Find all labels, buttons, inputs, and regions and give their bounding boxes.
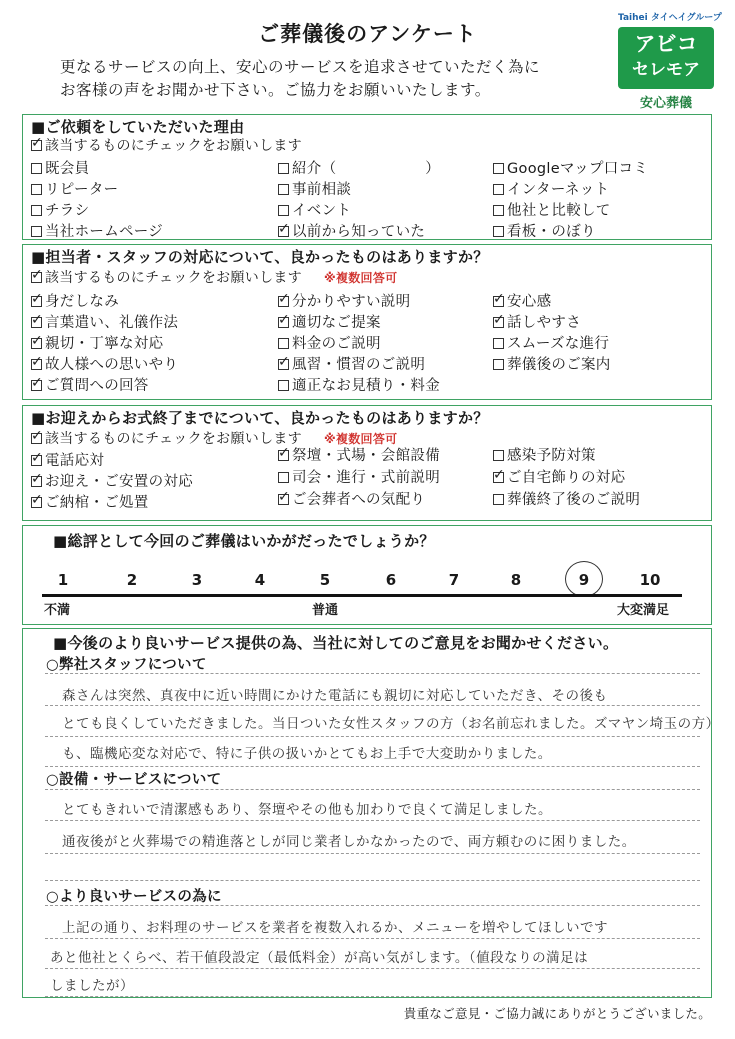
option-item[interactable]: リピーター	[31, 178, 118, 199]
facility-feedback-heading: ○設備・サービスについて	[46, 772, 222, 788]
checkbox[interactable]	[493, 359, 504, 370]
option-item[interactable]: ✓ ご自宅飾りの対応	[493, 466, 625, 487]
section3-instruction: ✓該当するものにチェックをお願いします ※複数回答可	[31, 428, 397, 448]
option-item[interactable]: ✓ 風習・慣習のご説明	[278, 353, 425, 374]
writing-line	[45, 853, 700, 854]
writing-line	[45, 736, 700, 737]
option-item[interactable]: ✓身だしなみ	[31, 290, 119, 311]
checkbox[interactable]	[493, 338, 504, 349]
scale-low-label: 不満	[44, 603, 71, 618]
logo-line-1: アビコ	[634, 32, 698, 56]
option-item[interactable]: 看板・のぼり	[493, 220, 596, 241]
rating-option-6[interactable]: 6	[385, 571, 397, 589]
option-item[interactable]: ✓言葉遣い、礼儀作法	[31, 311, 178, 332]
checkbox-icon	[31, 433, 42, 444]
checkbox-checked[interactable]	[278, 296, 289, 307]
option-item[interactable]: 感染予防対策	[493, 444, 596, 465]
option-item[interactable]: ✓ 安心感	[493, 290, 551, 311]
checkbox-checked[interactable]	[31, 338, 42, 349]
scale-high-label: 大変満足	[617, 603, 670, 618]
section1-heading: ■ご依頼をしていただいた理由	[31, 118, 245, 136]
rating-option-7[interactable]: 7	[448, 571, 460, 589]
writing-line	[45, 905, 700, 906]
improvement-comment-line: しましたが）	[50, 978, 134, 994]
checkbox-checked[interactable]	[31, 380, 42, 391]
checkbox[interactable]	[278, 380, 289, 391]
option-item[interactable]: ✓ ご会葬者への気配り	[278, 488, 425, 509]
improvement-heading: ○より良いサービスの為に	[46, 889, 222, 905]
checkbox[interactable]	[493, 450, 504, 461]
staff-feedback-heading: ○弊社スタッフについて	[46, 657, 207, 673]
writing-line	[45, 880, 700, 881]
checkbox-checked[interactable]	[31, 497, 42, 508]
option-item[interactable]: ✓ 祭壇・式場・会館設備	[278, 444, 440, 465]
option-item[interactable]: ✓ 分かりやすい説明	[278, 290, 410, 311]
rating-option-2[interactable]: 2	[126, 571, 138, 589]
checkbox-checked[interactable]	[31, 455, 42, 466]
section2-instruction: ✓該当するものにチェックをお願いします ※複数回答可	[31, 267, 397, 287]
checkbox[interactable]	[493, 205, 504, 216]
checkbox[interactable]	[31, 163, 42, 174]
logo-subtitle: 安心葬儀	[639, 96, 692, 111]
option-item[interactable]: スムーズな進行	[493, 332, 609, 353]
checkbox[interactable]	[31, 184, 42, 195]
option-item[interactable]: 当社ホームページ	[31, 220, 163, 241]
section-staff-response	[22, 244, 712, 400]
option-item[interactable]: 事前相談	[278, 178, 351, 199]
checkbox[interactable]	[493, 494, 504, 505]
checkbox[interactable]	[31, 205, 42, 216]
option-item[interactable]: ✓親切・丁寧な対応	[31, 332, 163, 353]
staff-comment-line: 森さんは突然、真夜中に近い時間にかけた電話にも親切に対応していただき、その後も	[62, 688, 608, 704]
section-ceremony	[22, 405, 712, 521]
writing-line	[45, 673, 700, 674]
scale-mid-label: 普通	[312, 603, 339, 618]
option-item[interactable]: ✓ 話しやすさ	[493, 311, 581, 332]
checkbox-checked[interactable]	[278, 226, 289, 237]
option-item[interactable]: ✓故人様への思いやり	[31, 353, 178, 374]
staff-comment-line: とても良くしていただきました。当日ついた女性スタッフの方（お名前忘れました。ズマヤン埼玉の方）	[62, 716, 720, 732]
section4-heading: ■総評として今回のご葬儀はいかがだったでしょうか？	[53, 532, 435, 550]
checkbox[interactable]	[31, 226, 42, 237]
section3-heading: ■お迎えからお式終了までについて、良かったものはありますか？	[31, 409, 489, 427]
rating-option-9[interactable]: 9	[578, 571, 590, 589]
section2-heading: ■担当者・スタッフの対応について、良かったものはありますか？	[31, 248, 489, 266]
option-item[interactable]: 葬儀終了後のご説明	[493, 488, 640, 509]
rating-option-3[interactable]: 3	[191, 571, 203, 589]
writing-line	[45, 766, 700, 767]
writing-line	[45, 789, 700, 790]
option-item[interactable]: 他社と比較して	[493, 199, 611, 220]
option-item[interactable]: ✓お迎え・ご安置の対応	[31, 470, 193, 491]
checkbox-checked[interactable]	[493, 472, 504, 483]
checkbox-checked[interactable]	[31, 296, 42, 307]
checkbox-checked[interactable]	[278, 494, 289, 505]
rating-option-5[interactable]: 5	[319, 571, 331, 589]
checkbox[interactable]	[493, 226, 504, 237]
multi-answer-note: ※複数回答可	[323, 271, 398, 285]
option-item[interactable]: 司会・進行・式前説明	[278, 466, 440, 487]
checkbox[interactable]	[493, 184, 504, 195]
writing-line	[45, 705, 700, 706]
section5-heading: ■今後のより良いサービス提供の為、当社に対してのご意見をお聞かせください。	[53, 634, 619, 652]
option-item[interactable]: 適正なお見積り・料金	[278, 374, 440, 395]
option-item[interactable]: 紹介（ ）	[278, 157, 440, 178]
checkbox-icon	[31, 272, 42, 283]
option-item[interactable]: 既会員	[31, 157, 89, 178]
writing-line	[45, 968, 700, 969]
checkbox-icon	[31, 140, 42, 151]
improvement-comment-line: あと他社とくらべ、若干値段設定（最低料金）が高い気がします。（値段なりの満足は	[50, 950, 589, 966]
rating-scale-line	[42, 594, 682, 597]
option-item[interactable]: Googleマップ口コミ	[493, 157, 648, 178]
option-item[interactable]: ✓ 以前から知っていた	[278, 220, 425, 241]
rating-option-1[interactable]: 1	[57, 571, 69, 589]
option-item[interactable]: ✓ 適切なご提案	[278, 311, 381, 332]
staff-comment-line: も、臨機応変な対応で、特に子供の扱いかとてもお上手で大変助かりました。	[62, 746, 552, 762]
option-item[interactable]: イベント	[278, 199, 351, 220]
logo-brand: Taihei タイヘイグループ	[618, 13, 722, 23]
logo-line-2: セレモア	[632, 60, 700, 80]
multi-answer-note: ※複数回答可	[323, 432, 398, 446]
rating-option-10[interactable]: 10	[639, 571, 661, 589]
checkbox-checked[interactable]	[31, 317, 42, 328]
option-item[interactable]: 葬儀後のご案内	[493, 353, 611, 374]
option-item[interactable]: ✓ご納棺・ご処置	[31, 491, 149, 512]
checkbox[interactable]	[278, 163, 289, 174]
checkbox[interactable]	[278, 205, 289, 216]
writing-line	[45, 938, 700, 939]
intro-text	[60, 56, 540, 102]
intro-line-1: 更なるサービスの向上、安心のサービスを追求させていただく為に	[60, 58, 541, 76]
logo	[618, 27, 714, 89]
checkbox-checked[interactable]	[31, 476, 42, 487]
option-item[interactable]: ✓ご質問への回答	[31, 374, 149, 395]
writing-line	[45, 996, 700, 997]
option-item[interactable]: 料金のご説明	[278, 332, 381, 353]
section1-instruction: ✓該当するものにチェックをお願いします	[31, 135, 302, 155]
checkbox-checked[interactable]	[278, 317, 289, 328]
checkbox[interactable]	[278, 338, 289, 349]
checkbox-checked[interactable]	[493, 317, 504, 328]
intro-line-2: お客様の声をお聞かせ下さい。ご協力をお願いいたします。	[60, 81, 491, 99]
option-item[interactable]: ✓電話応対	[31, 449, 104, 470]
checkbox[interactable]	[493, 163, 504, 174]
checkbox-checked[interactable]	[278, 359, 289, 370]
improvement-comment-line: 上記の通り、お料理のサービスを業者を複数入れるか、メニューを増やしてほしいです	[62, 920, 608, 936]
facility-comment-line: とてもきれいで清潔感もあり、祭壇やその他も加わりで良くて満足しました。	[62, 802, 552, 818]
checkbox-checked[interactable]	[493, 296, 504, 307]
checkbox-checked[interactable]	[278, 450, 289, 461]
checkbox[interactable]	[278, 472, 289, 483]
section-request-reason	[22, 114, 712, 240]
checkbox-checked[interactable]	[31, 359, 42, 370]
option-item[interactable]: インターネット	[493, 178, 609, 199]
checkbox[interactable]	[278, 184, 289, 195]
rating-option-8[interactable]: 8	[510, 571, 522, 589]
writing-line	[45, 820, 700, 821]
rating-option-4[interactable]: 4	[254, 571, 266, 589]
facility-comment-line: 通夜後がと火葬場での精進落としが同じ業者しかなかったので、両方頼むのに困りました。	[62, 834, 636, 850]
footer-thanks: 貴重なご意見・ご協力誠にありがとうございました。	[403, 1006, 711, 1021]
page-title: ご葬儀後のアンケート	[258, 22, 477, 46]
selected-rating-circle	[565, 561, 603, 597]
option-item[interactable]: チラシ	[31, 199, 89, 220]
